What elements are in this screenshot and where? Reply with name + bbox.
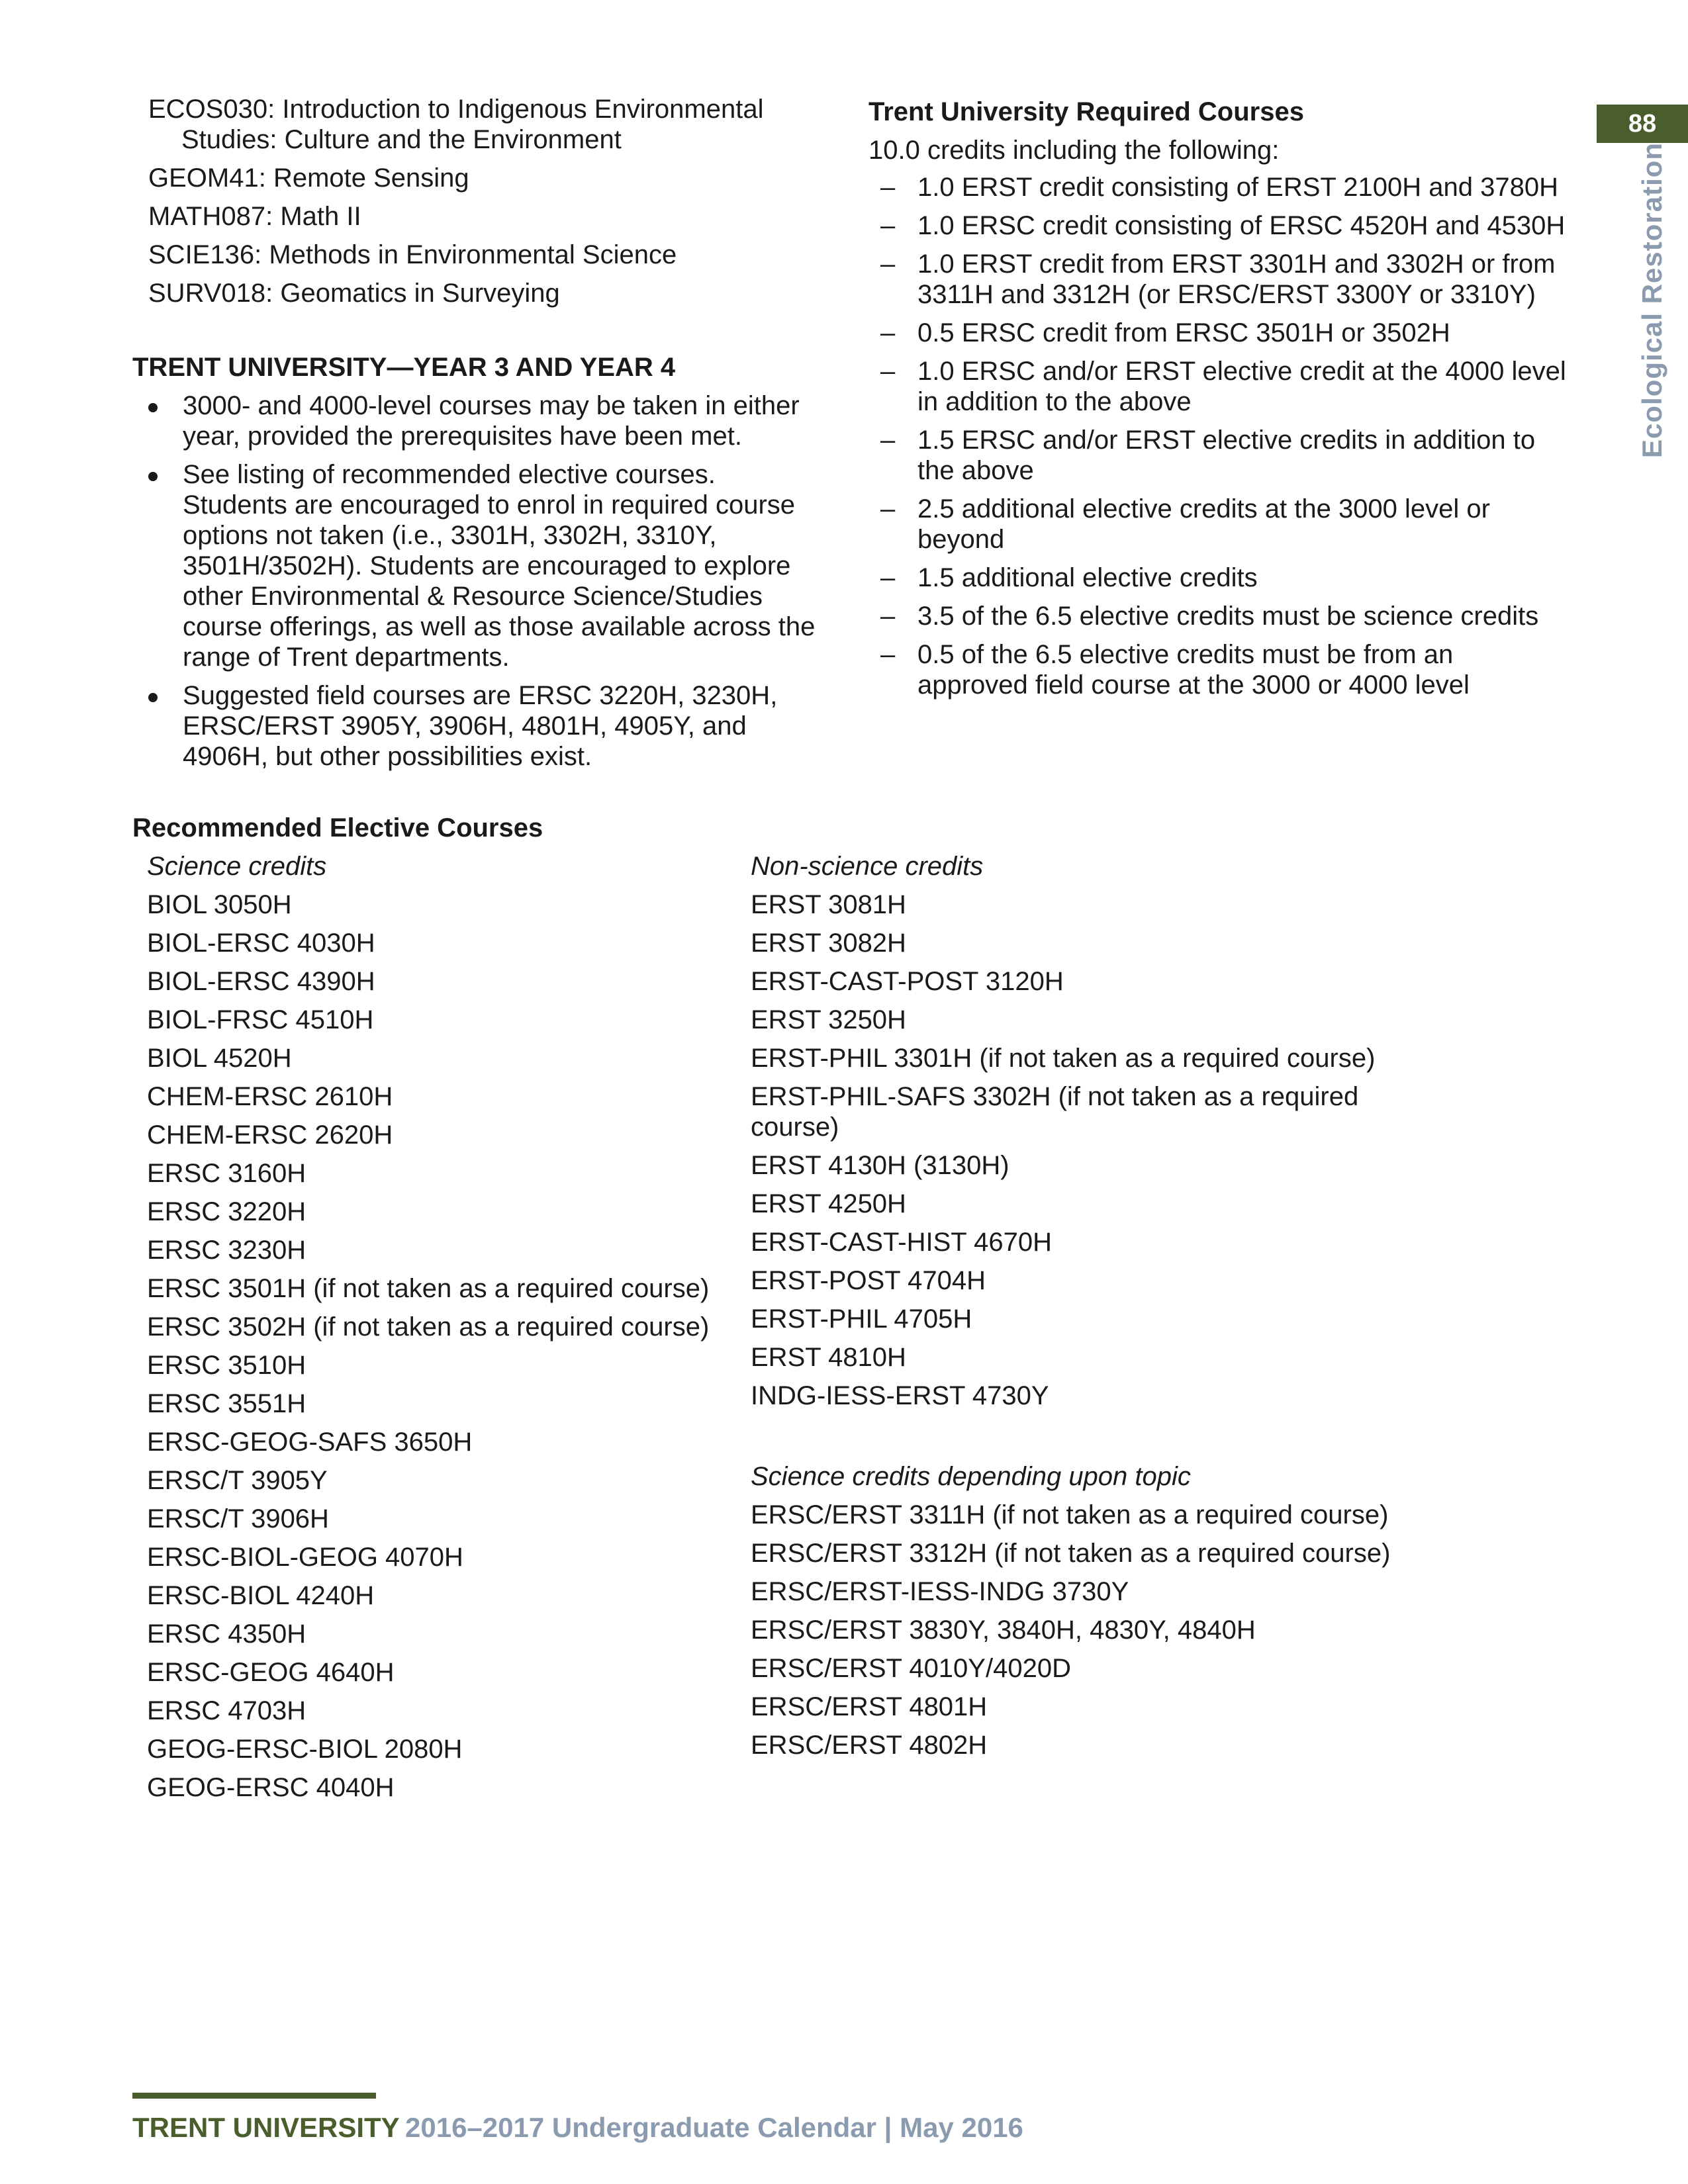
required-item-text: 1.0 ERSC and/or ERST elective credit at the 4000 level in addition to the above xyxy=(917,357,1566,416)
required-courses-heading: Trent University Required Courses xyxy=(868,97,1304,126)
bullet-text: See listing of recommended elective courses. Students are encouraged to enrol in required course options not taken (i.e., 3301H, 3302H, 3310Y, 3501H/3502H). Students are encouraged to explore other Environmental & Resource Science/Studies course offerings, as well as those available across the range of Trent departments. xyxy=(183,460,816,672)
list-item: ERST-PHIL-SAFS 3302H (if not taken as a required course) xyxy=(751,1082,1359,1142)
list-item: ERSC/ERST 3830Y, 3840H, 4830Y, 4840H xyxy=(751,1615,1256,1645)
required-courses-intro: 10.0 credits including the following: xyxy=(868,136,1280,165)
required-item xyxy=(868,425,1570,486)
required-item xyxy=(868,172,1570,203)
footer-calendar: 2016–2017 Undergraduate Calendar | May 2016 xyxy=(405,2112,1023,2143)
science-electives-list xyxy=(147,851,809,1811)
required-item-text: 0.5 of the 6.5 elective credits must be from an approved field course at the 3000 or 4000 level xyxy=(917,640,1470,700)
list-item: ERSC 3502H (if not taken as a required course) xyxy=(147,1312,710,1342)
page-number: 88 xyxy=(1597,105,1688,143)
list-item: GEOG-ERSC 4040H xyxy=(147,1773,395,1802)
bullet-item xyxy=(132,390,821,451)
section-side-title: Ecological Restoration xyxy=(1636,142,1667,458)
footer-brand: TRENT UNIVERSITY xyxy=(132,2112,400,2143)
list-item: ERSC 3510H xyxy=(147,1351,306,1380)
required-item xyxy=(868,563,1570,593)
list-item: ERST 4810H xyxy=(751,1343,906,1372)
list-item: BIOL 3050H xyxy=(147,890,292,919)
list-item: BIOL-ERSC 4030H xyxy=(147,929,375,958)
required-item-text: 1.5 additional elective credits xyxy=(917,563,1258,592)
list-item: CHEM-ERSC 2610H xyxy=(147,1082,393,1111)
list-item: ERSC 3230H xyxy=(147,1236,306,1265)
required-item-text: 1.0 ERST credit from ERST 3301H and 3302H or from 3311H and 3312H (or ERSC/ERST 3300Y or 3310Y) xyxy=(917,250,1556,309)
required-item xyxy=(868,639,1570,700)
dash-icon: – xyxy=(880,426,896,455)
list-item: ERSC 4703H xyxy=(147,1696,306,1725)
list-item: ERSC-GEOG-SAFS 3650H xyxy=(147,1428,473,1457)
list-item: ERST-PHIL 3301H (if not taken as a required course) xyxy=(751,1044,1376,1073)
course-item: ECOS030: Introduction to Indigenous Environmental Studies: Culture and the Environment xyxy=(148,95,764,154)
list-item: ERST-CAST-POST 3120H xyxy=(751,967,1064,996)
course-item: GEOM41: Remote Sensing xyxy=(148,163,469,193)
list-item: ERSC-BIOL-GEOG 4070H xyxy=(147,1543,463,1572)
dash-icon: – xyxy=(880,602,896,631)
list-item: ERST 3082H xyxy=(751,929,906,958)
topic-label: Science credits depending upon topic xyxy=(751,1462,1191,1491)
list-item: ERST-PHIL 4705H xyxy=(751,1304,972,1334)
list-item: ERSC/ERST 4010Y/4020D xyxy=(751,1654,1071,1683)
list-item: ERSC/ERST 3312H (if not taken as a required course) xyxy=(751,1539,1391,1568)
bullet-item xyxy=(132,680,821,772)
dash-icon: – xyxy=(880,250,896,279)
list-item: ERSC-BIOL 4240H xyxy=(147,1581,375,1610)
year-section-heading: TRENT UNIVERSITY—YEAR 3 AND YEAR 4 xyxy=(132,353,676,382)
year-bullet-list xyxy=(132,390,821,780)
bullet-icon xyxy=(148,403,158,412)
topic-electives-list xyxy=(751,1461,1413,1768)
bullet-icon xyxy=(148,693,158,702)
required-item-text: 3.5 of the 6.5 elective credits must be science credits xyxy=(917,602,1539,631)
required-item xyxy=(868,210,1570,241)
list-item: BIOL-ERSC 4390H xyxy=(147,967,375,996)
list-item: ERSC/T 3905Y xyxy=(147,1466,328,1495)
list-item: ERSC/T 3906H xyxy=(147,1504,329,1533)
non-science-electives-list xyxy=(751,851,1413,1419)
required-item xyxy=(868,318,1570,348)
bullet-icon xyxy=(148,472,158,481)
list-item: ERSC/ERST 4802H xyxy=(751,1731,988,1760)
dash-icon: – xyxy=(880,563,896,592)
dash-icon: – xyxy=(880,318,896,347)
list-item: ERST 4130H (3130H) xyxy=(751,1151,1009,1180)
science-label: Science credits xyxy=(147,852,327,881)
list-item: ERST 4250H xyxy=(751,1189,906,1218)
required-item-text: 1.0 ERSC credit consisting of ERSC 4520H and 4530H xyxy=(917,211,1566,240)
list-item: INDG-IESS-ERST 4730Y xyxy=(751,1381,1049,1410)
list-item: BIOL-FRSC 4510H xyxy=(147,1005,374,1034)
bullet-text: 3000- and 4000-level courses may be taken in either year, provided the prerequisites have been met. xyxy=(183,391,800,451)
list-item: ERSC/ERST 3311H (if not taken as a required course) xyxy=(751,1500,1389,1529)
course-item: SURV018: Geomatics in Surveying xyxy=(148,279,560,308)
list-item: ERST-POST 4704H xyxy=(751,1266,986,1295)
list-item: ERSC 4350H xyxy=(147,1619,306,1649)
required-item xyxy=(868,494,1570,555)
non-science-label: Non-science credits xyxy=(751,852,984,881)
bullet-text: Suggested field courses are ERSC 3220H, 3230H, ERSC/ERST 3905Y, 3906H, 4801H, 4905Y, and 4906H, but other possibilities exist. xyxy=(183,681,778,771)
list-item: GEOG-ERSC-BIOL 2080H xyxy=(147,1735,463,1764)
required-courses-list xyxy=(868,172,1570,708)
dash-icon: – xyxy=(880,640,896,669)
list-item: ERSC/ERST 4801H xyxy=(751,1692,988,1721)
required-item-text: 2.5 additional elective credits at the 3000 level or beyond xyxy=(917,494,1490,554)
list-item: ERSC-GEOG 4640H xyxy=(147,1658,395,1687)
course-item: SCIE136: Methods in Environmental Science xyxy=(148,240,677,269)
course-item: MATH087: Math II xyxy=(148,202,361,231)
required-item xyxy=(868,356,1570,417)
dash-icon: – xyxy=(880,494,896,523)
dash-icon: – xyxy=(880,173,896,202)
required-item xyxy=(868,601,1570,631)
list-item: BIOL 4520H xyxy=(147,1044,292,1073)
list-item: ERSC 3160H xyxy=(147,1159,306,1188)
prev-course-list xyxy=(148,94,823,316)
required-item xyxy=(868,249,1570,310)
electives-heading: Recommended Elective Courses xyxy=(132,813,543,842)
list-item: ERST 3250H xyxy=(751,1005,906,1034)
list-item: ERSC 3220H xyxy=(147,1197,306,1226)
list-item: CHEM-ERSC 2620H xyxy=(147,1120,393,1150)
required-item-text: 1.0 ERST credit consisting of ERST 2100H and 3780H xyxy=(917,173,1558,202)
list-item: ERSC 3551H xyxy=(147,1389,306,1418)
dash-icon: – xyxy=(880,211,896,240)
footer-rule xyxy=(132,2093,376,2099)
list-item: ERSC/ERST-IESS-INDG 3730Y xyxy=(751,1577,1129,1606)
required-item-text: 0.5 ERSC credit from ERSC 3501H or 3502H xyxy=(917,318,1450,347)
required-item-text: 1.5 ERSC and/or ERST elective credits in addition to the above xyxy=(917,426,1536,485)
dash-icon: – xyxy=(880,357,896,386)
bullet-item xyxy=(132,459,821,672)
list-item: ERSC 3501H (if not taken as a required course) xyxy=(147,1274,710,1303)
list-item: ERST-CAST-HIST 4670H xyxy=(751,1228,1052,1257)
list-item: ERST 3081H xyxy=(751,890,906,919)
